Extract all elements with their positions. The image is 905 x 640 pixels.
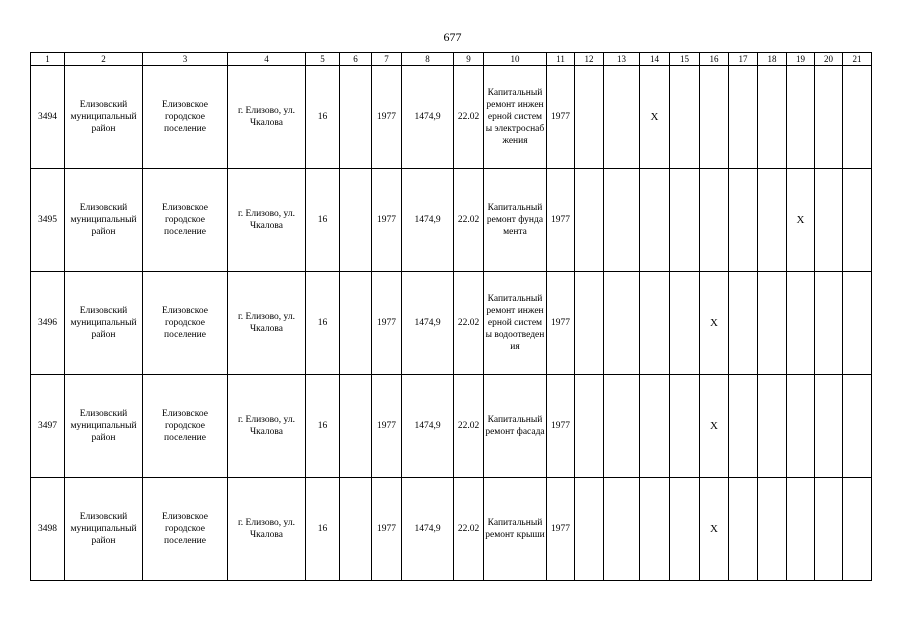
- col6-cell: [340, 375, 372, 478]
- col20-cell: [815, 66, 843, 169]
- column-header: 21: [843, 53, 872, 66]
- district-cell: Елизовский муниципальный район: [65, 478, 143, 581]
- settlement-cell: Елизовское городское поселение: [143, 66, 228, 169]
- col19-cell: [787, 478, 815, 581]
- work-type-cell: Капитальный ремонт крыши: [484, 478, 547, 581]
- column-header: 14: [640, 53, 670, 66]
- repair-register-table: [30, 52, 872, 581]
- col12-cell: [575, 272, 604, 375]
- col21-cell: [843, 272, 872, 375]
- col13-cell: [604, 375, 640, 478]
- col6-cell: [340, 478, 372, 581]
- house-cell: 16: [306, 375, 340, 478]
- col17-cell: [729, 375, 758, 478]
- address-cell: г. Елизово, ул. Чкалова: [228, 272, 306, 375]
- table-row: [31, 169, 872, 272]
- col18-cell: [758, 66, 787, 169]
- district-cell: Елизовский муниципальный район: [65, 375, 143, 478]
- work-type-cell: Капитальный ремонт фундамента: [484, 169, 547, 272]
- col19-cell: X: [787, 169, 815, 272]
- col21-cell: [843, 66, 872, 169]
- settlement-cell: Елизовское городское поселение: [143, 375, 228, 478]
- area-cell: 1474,9: [402, 169, 454, 272]
- address-cell: г. Елизово, ул. Чкалова: [228, 169, 306, 272]
- column-header: 13: [604, 53, 640, 66]
- column-header: 8: [402, 53, 454, 66]
- col18-cell: [758, 375, 787, 478]
- col6-cell: [340, 66, 372, 169]
- col9-cell: 22.02: [454, 66, 484, 169]
- col14-cell: X: [640, 66, 670, 169]
- house-cell: 16: [306, 478, 340, 581]
- col19-cell: [787, 66, 815, 169]
- settlement-cell: Елизовское городское поселение: [143, 272, 228, 375]
- col15-cell: [670, 66, 700, 169]
- work-type-cell: Капитальный ремонт фасада: [484, 375, 547, 478]
- year-cell: 1977: [372, 272, 402, 375]
- col12-cell: [575, 375, 604, 478]
- column-header: 7: [372, 53, 402, 66]
- work-type-cell: Капитальный ремонт инженерной системы водоотведения: [484, 272, 547, 375]
- address-cell: г. Елизово, ул. Чкалова: [228, 66, 306, 169]
- column-header: 16: [700, 53, 729, 66]
- address-cell: г. Елизово, ул. Чкалова: [228, 478, 306, 581]
- col9-cell: 22.02: [454, 169, 484, 272]
- settlement-cell: Елизовское городское поселение: [143, 169, 228, 272]
- col20-cell: [815, 272, 843, 375]
- col16-cell: X: [700, 478, 729, 581]
- area-cell: 1474,9: [402, 272, 454, 375]
- col18-cell: [758, 272, 787, 375]
- column-header: 17: [729, 53, 758, 66]
- col12-cell: [575, 478, 604, 581]
- column-header: 3: [143, 53, 228, 66]
- table-row: [31, 375, 872, 478]
- table-row: [31, 478, 872, 581]
- col17-cell: [729, 272, 758, 375]
- col16-cell: [700, 66, 729, 169]
- col21-cell: [843, 478, 872, 581]
- row-id-cell: 3495: [31, 169, 65, 272]
- settlement-cell: Елизовское городское поселение: [143, 478, 228, 581]
- col9-cell: 22.02: [454, 272, 484, 375]
- col6-cell: [340, 169, 372, 272]
- work-type-cell: Капитальный ремонт инженерной системы электроснабжения: [484, 66, 547, 169]
- address-cell: г. Елизово, ул. Чкалова: [228, 375, 306, 478]
- row-id-cell: 3494: [31, 66, 65, 169]
- col14-cell: [640, 169, 670, 272]
- district-cell: Елизовский муниципальный район: [65, 169, 143, 272]
- page-number: 677: [443, 30, 462, 44]
- column-header: 20: [815, 53, 843, 66]
- district-cell: Елизовский муниципальный район: [65, 66, 143, 169]
- area-cell: 1474,9: [402, 66, 454, 169]
- col14-cell: [640, 478, 670, 581]
- column-header: 5: [306, 53, 340, 66]
- col14-cell: [640, 375, 670, 478]
- column-header: 1: [31, 53, 65, 66]
- col13-cell: [604, 272, 640, 375]
- column-header: 11: [547, 53, 575, 66]
- area-cell: 1474,9: [402, 478, 454, 581]
- col15-cell: [670, 272, 700, 375]
- column-header: 6: [340, 53, 372, 66]
- col15-cell: [670, 375, 700, 478]
- row-id-cell: 3498: [31, 478, 65, 581]
- col13-cell: [604, 66, 640, 169]
- column-header: 18: [758, 53, 787, 66]
- col17-cell: [729, 478, 758, 581]
- col12-cell: [575, 66, 604, 169]
- table-row: [31, 66, 872, 169]
- column-header: 4: [228, 53, 306, 66]
- col16-cell: X: [700, 375, 729, 478]
- year-cell: 1977: [372, 478, 402, 581]
- house-cell: 16: [306, 169, 340, 272]
- col11-cell: 1977: [547, 169, 575, 272]
- col21-cell: [843, 375, 872, 478]
- area-cell: 1474,9: [402, 375, 454, 478]
- column-header: 19: [787, 53, 815, 66]
- col20-cell: [815, 478, 843, 581]
- col15-cell: [670, 478, 700, 581]
- column-header: 10: [484, 53, 547, 66]
- col18-cell: [758, 169, 787, 272]
- house-cell: 16: [306, 66, 340, 169]
- col11-cell: 1977: [547, 272, 575, 375]
- col13-cell: [604, 478, 640, 581]
- col11-cell: 1977: [547, 66, 575, 169]
- col19-cell: [787, 375, 815, 478]
- col13-cell: [604, 169, 640, 272]
- column-header: 15: [670, 53, 700, 66]
- col14-cell: [640, 272, 670, 375]
- col21-cell: [843, 169, 872, 272]
- col11-cell: 1977: [547, 478, 575, 581]
- col11-cell: 1977: [547, 375, 575, 478]
- column-header: 9: [454, 53, 484, 66]
- col18-cell: [758, 478, 787, 581]
- year-cell: 1977: [372, 169, 402, 272]
- col12-cell: [575, 169, 604, 272]
- year-cell: 1977: [372, 375, 402, 478]
- col9-cell: 22.02: [454, 375, 484, 478]
- column-number-row: [31, 53, 872, 66]
- col6-cell: [340, 272, 372, 375]
- col16-cell: X: [700, 272, 729, 375]
- col20-cell: [815, 169, 843, 272]
- col9-cell: 22.02: [454, 478, 484, 581]
- col17-cell: [729, 169, 758, 272]
- table-row: [31, 272, 872, 375]
- col17-cell: [729, 66, 758, 169]
- district-cell: Елизовский муниципальный район: [65, 272, 143, 375]
- col16-cell: [700, 169, 729, 272]
- column-header: 12: [575, 53, 604, 66]
- column-header: 2: [65, 53, 143, 66]
- col20-cell: [815, 375, 843, 478]
- house-cell: 16: [306, 272, 340, 375]
- col19-cell: [787, 272, 815, 375]
- col15-cell: [670, 169, 700, 272]
- row-id-cell: 3497: [31, 375, 65, 478]
- year-cell: 1977: [372, 66, 402, 169]
- row-id-cell: 3496: [31, 272, 65, 375]
